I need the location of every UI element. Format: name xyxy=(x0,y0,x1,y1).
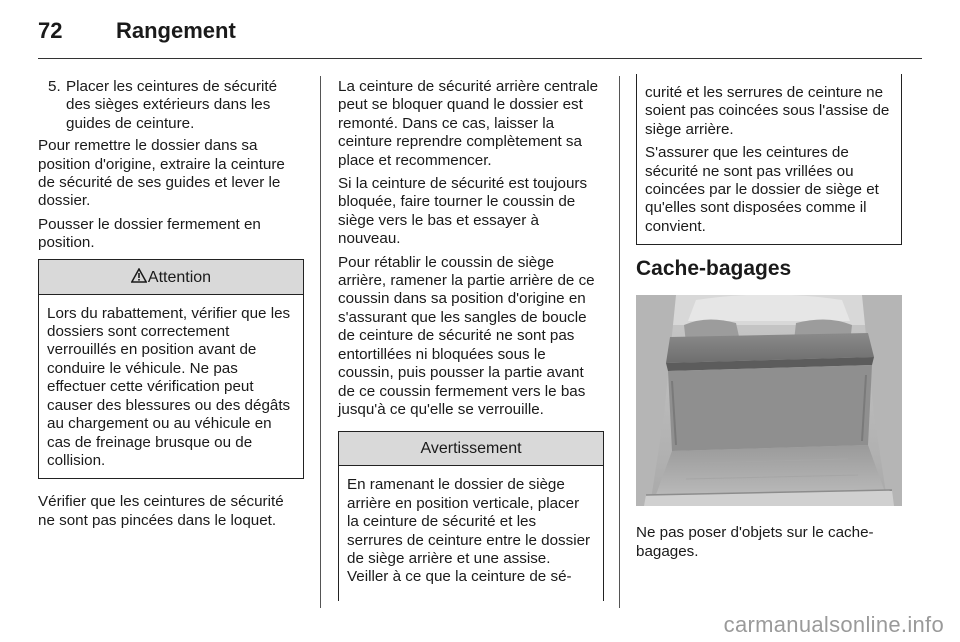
paragraph: Pour rétablir le coussin de siège arrière, ramener la partie arrière de ce coussin dans sa position d'origine en s'assurant que les sangles de boucle de ceinture de sécurité ne sont pas entortillées ni bloquées sous le coussin, puis pousser la partie avant de ce coussin fermement vers le bas jusqu'à ce qu'elle se verrouille. xyxy=(338,253,595,418)
page-header xyxy=(38,18,922,58)
warning-box-header: Avertissement xyxy=(339,432,603,466)
paragraph: Ne pas poser d'objets sur le cache-bagages. xyxy=(636,524,874,560)
list-item-number: 5. xyxy=(48,78,61,95)
warning-box-continued xyxy=(636,74,902,245)
paragraph: curité et les serrures de ceinture ne soient pas coincées sous l'assise de siège arrière. xyxy=(645,84,890,138)
paragraph: Pour remettre le dossier dans sa position d'origine, extraire la ceinture de sécurité de ses guides et lever le dossier. xyxy=(38,137,285,210)
attention-box-header xyxy=(39,260,303,295)
list-item xyxy=(38,78,304,133)
attention-box xyxy=(38,259,304,480)
paragraph: La ceinture de sécurité arrière centrale peut se bloquer quand le dossier est remonté. Dans ce cas, laisser la ceinture reprendre complètement sa place et recommencer. xyxy=(338,78,599,169)
warning-box-continued-body xyxy=(637,74,901,244)
paragraph: Pousser le dossier fermement en position. xyxy=(38,215,261,252)
warning-box-body: En ramenant le dossier de siège arrière en position verticale, placer la ceinture de sécurité et les serrures de ceinture entre le dossier de siège arrière et une assise. Veiller à ce que la ceinture de sé- xyxy=(347,476,591,586)
page-number: 72 xyxy=(38,18,63,43)
cargo-cover-photo xyxy=(636,295,902,506)
column-3 xyxy=(636,78,902,566)
section-heading: Cache-bagages xyxy=(636,257,792,281)
paragraph: Si la ceinture de sécurité est toujours bloquée, faire tourner le coussin de siège vers le bas et essayer à nouveau. xyxy=(338,175,588,248)
paragraph: S'assurer que les ceintures de sécurité ne sont pas vrillées ou coincées par le dossier de siège et qu'elles sont disposées comme il convient. xyxy=(645,144,879,235)
column-2 xyxy=(338,78,604,615)
list-item-text: Placer les ceintures de sécurité des sièges extérieurs dans les guides de ceinture. xyxy=(66,78,278,132)
column-divider-2 xyxy=(619,76,620,608)
attention-box-body: Lors du rabattement, vérifier que les dossiers sont correctement verrouillés en position avant de conduire le véhicule. Ne pas effectuer cette vérification peut causer des blessures ou des dégâts au chargement ou au véhicule en cas de freinage brusque ou de collision. xyxy=(47,304,291,469)
header-rule xyxy=(38,58,922,59)
column-divider-1 xyxy=(320,76,321,608)
watermark: carmanualsonline.info xyxy=(723,612,944,637)
warning-box xyxy=(338,431,604,600)
paragraph: Vérifier que les ceintures de sécurité ne sont pas pincées dans le loquet. xyxy=(38,493,284,529)
attention-box-title: Attention xyxy=(147,268,212,286)
page-title: Rangement xyxy=(116,18,236,43)
column-1 xyxy=(38,78,304,535)
warning-triangle-icon xyxy=(131,268,147,283)
